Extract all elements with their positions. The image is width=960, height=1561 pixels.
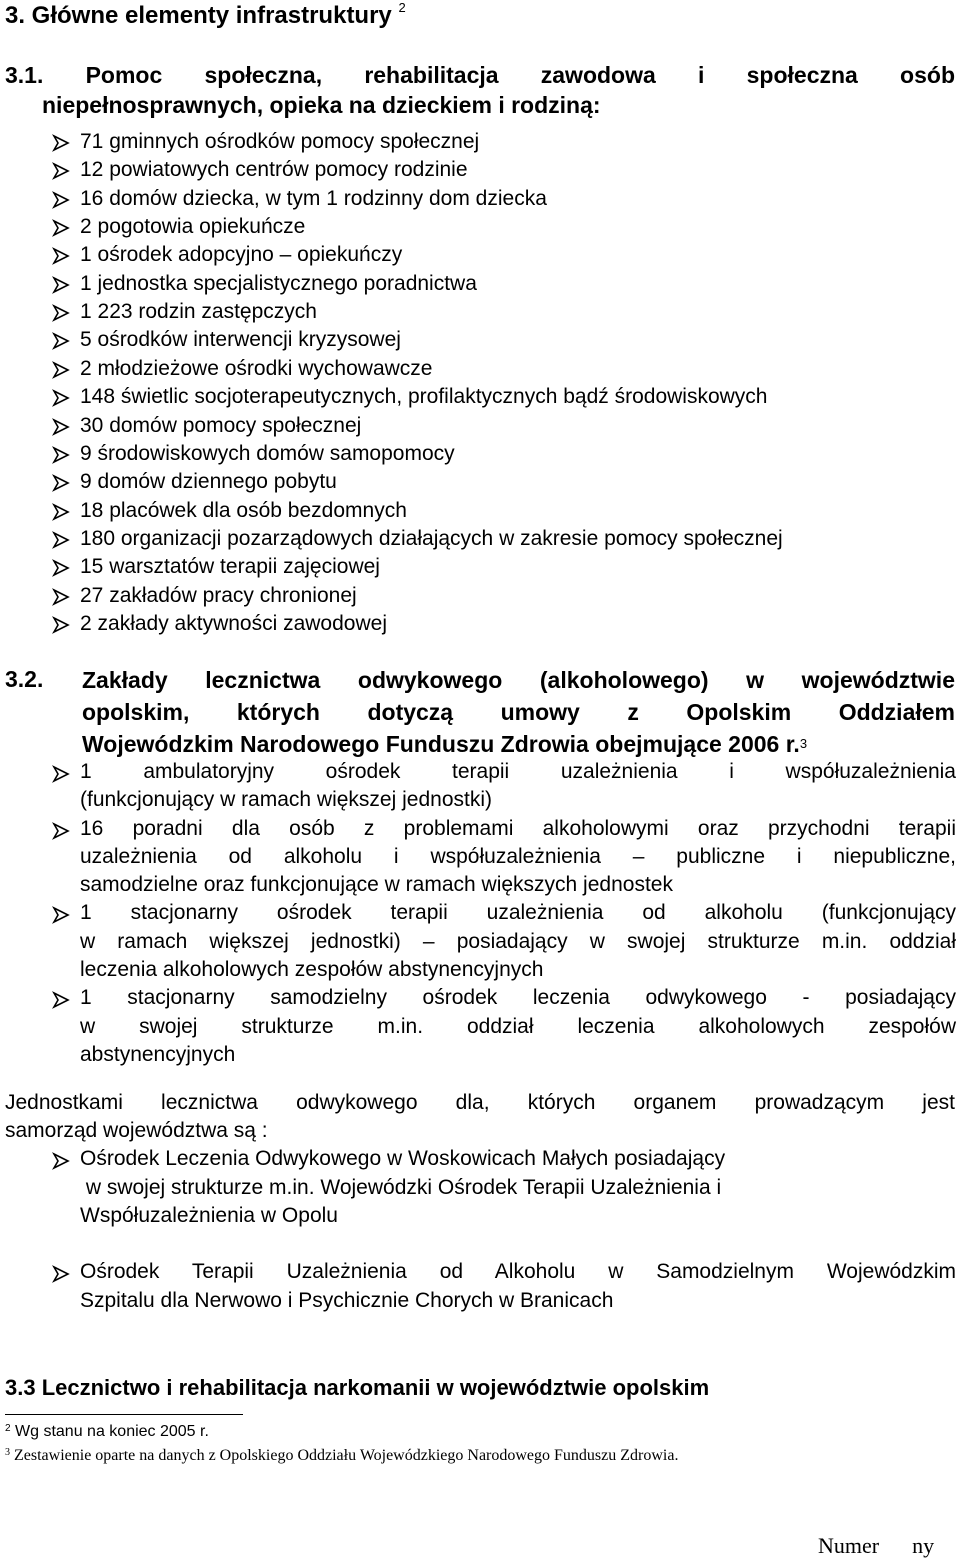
bullet-arrow-icon [52,361,70,379]
main-heading: 3. Główne elementy infrastruktury $^2$ [5,0,406,29]
list-item: 1 223 rodzin zastępczych [80,300,317,323]
list-item-line: Ośrodek Terapii Uzależnienia od Alkoholu w Samodzielnym Wojewódzkim [80,1260,956,1283]
bullet-arrow-icon [52,446,70,464]
page-number: Numer ny [818,1533,935,1558]
list-item-line: 1 stacjonarny samodzielny ośrodek leczenia odwykowego - posiadający [80,986,956,1009]
paragraph-line-1: Jednostkami lecznictwa odwykowego dla, których organem prowadzącym jest [5,1091,955,1114]
list-item: 1 ośrodek adopcyjno – opiekuńczy [80,243,403,266]
list-item-line: samodzielne oraz funkcjonujące w ramach większych jednostek [80,873,673,896]
list-item-line: w swojej strukturze m.in. Wojewódzki Ośrodek Terapii Uzależnienia i [80,1176,722,1199]
list-item-line: (funkcjonujący w ramach większej jednostki) [80,788,492,811]
section-3-2-number: 3.2. [5,666,44,692]
list-item: 18 placówek dla osób bezdomnych [80,499,407,522]
section-3-2-heading-line-2: opolskim, których dotyczą umowy z Opolskim Oddziałem [82,699,955,725]
bullet-arrow-icon [52,822,70,840]
list-item: 15 warsztatów terapii zajęciowej [80,555,380,578]
bullet-arrow-icon [52,531,70,549]
bullet-arrow-icon [52,765,70,783]
bullet-arrow-icon [52,474,70,492]
list-item: 148 świetlic socjoterapeutycznych, profilaktycznych bądź środowiskowych [80,385,768,408]
footnote-3: $^3$ Zestawienie oparte na danych z Opolskiego Oddziału Wojewódzkiego Narodowego Funduszu Zdrowia. [5,1447,679,1464]
list-item-line: w ramach większej jednostki) – posiadający w swojej strukturze m.in. oddział [80,930,956,953]
bullet-arrow-icon [52,1265,70,1283]
bullet-arrow-icon [52,588,70,606]
list-item: 9 środowiskowych domów samopomocy [80,442,455,465]
list-item-line: 16 poradni dla osób z problemami alkoholowymi oraz przychodni terapii [80,817,956,840]
bullet-arrow-icon [52,991,70,1009]
list-item-line: 1 stacjonarny ośrodek terapii uzależnienia od alkoholu (funkcjonujący [80,901,956,924]
bullet-arrow-icon [52,332,70,350]
list-item-line: uzależnienia od alkoholu i współuzależnienia – publiczne i niepubliczne, [80,845,956,868]
list-item-line: Współuzależnienia w Opolu [80,1204,338,1227]
bullet-arrow-icon [52,247,70,265]
list-item: 180 organizacji pozarządowych działających w zakresie pomocy społecznej [80,527,783,550]
footnote-rule [5,1414,243,1415]
bullet-arrow-icon [52,219,70,237]
section-3-1-heading: 3.1. Pomoc społeczna, rehabilitacja zawodowa i społeczna osób [5,62,955,88]
paragraph-line-2: samorząd województwa są : [5,1119,268,1142]
bullet-arrow-icon [52,162,70,180]
footnote-2: $^2$ Wg stanu na koniec 2005 r. [5,1423,209,1440]
list-item-line: Ośrodek Leczenia Odwykowego w Woskowicach Małych posiadający [80,1147,726,1170]
list-item-line: 1 ambulatoryjny ośrodek terapii uzależnienia i współuzależnienia [80,760,956,783]
list-item: 30 domów pomocy społecznej [80,414,362,437]
list-item: 27 zakładów pracy chronionej [80,584,357,607]
bullet-arrow-icon [52,191,70,209]
section-3-2-heading-line-1: Zakłady lecznictwa odwykowego (alkoholowego) w województwie [82,667,955,693]
bullet-arrow-icon [52,559,70,577]
list-item: 71 gminnych ośrodków pomocy społecznej [80,130,480,153]
bullet-arrow-icon [52,1152,70,1170]
list-item: 12 powiatowych centrów pomocy rodzinie [80,158,468,181]
list-item: 2 młodzieżowe ośrodki wychowawcze [80,357,433,380]
bullet-arrow-icon [52,418,70,436]
section-3-2-heading-line-3: Wojewódzkim Narodowego Funduszu Zdrowia obejmujące 2006 r.$^3$ [82,731,808,757]
bullet-arrow-icon [52,389,70,407]
section-3-3-heading: 3.3 Lecznictwo i rehabilitacja narkomanii w województwie opolskim [5,1375,710,1400]
list-item-line: abstynencyjnych [80,1043,236,1066]
bullet-arrow-icon [52,503,70,521]
list-item-line: leczenia alkoholowych zespołów abstynencyjnych [80,958,544,981]
list-item: 2 pogotowia opiekuńcze [80,215,306,238]
list-item: 2 zakłady aktywności zawodowej [80,612,387,635]
bullet-arrow-icon [52,134,70,152]
bullet-arrow-icon [52,304,70,322]
section-3-1-heading-cont: niepełnosprawnych, opieka na dzieckiem i rodziną: [42,92,601,118]
list-item: 16 domów dziecka, w tym 1 rodzinny dom dziecka [80,187,547,210]
list-item-line: w swojej strukturze m.in. oddział leczenia alkoholowych zespołów [80,1015,956,1038]
bullet-arrow-icon [52,616,70,634]
list-item-line: Szpitalu dla Nerwowo i Psychicznie Chorych w Branicach [80,1289,614,1312]
list-item: 1 jednostka specjalistycznego poradnictwa [80,272,477,295]
bullet-arrow-icon [52,906,70,924]
list-item: 5 ośrodków interwencji kryzysowej [80,328,401,351]
bullet-arrow-icon [52,276,70,294]
list-item: 9 domów dziennego pobytu [80,470,337,493]
